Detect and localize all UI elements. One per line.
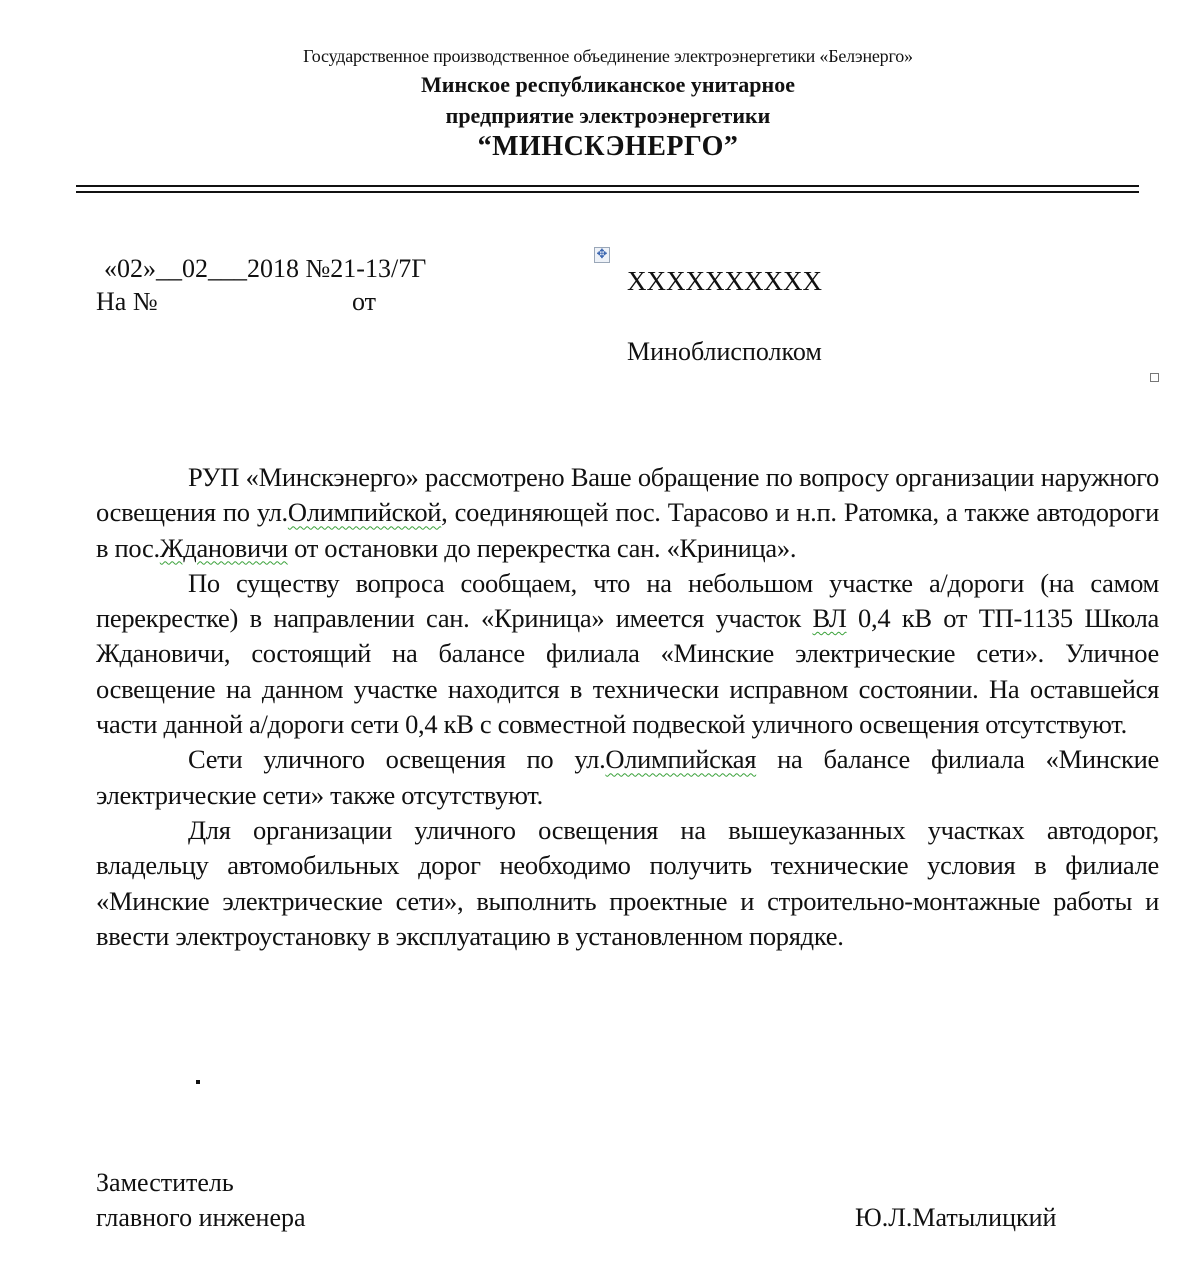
grammar-flag: Олимпийской — [287, 497, 442, 528]
letter-body — [96, 460, 1159, 954]
paragraph-4: Для организации уличного освещения на вышеуказанных участках автодорог, владельцу автомобильных дорог необходимо получить технические условия в филиале «Минские электрические сети», выполнить проектные и строительно-монтажные работы и ввести электроустановку в эксплуатацию в установленном порядке. — [96, 814, 1159, 951]
paragraph-1: РУП «Минскэнерго» рассмотрено Ваше обращение по вопросу организации наружного освещения по ул.Олимпийской, соединяющей пос. Тарасово и н.п. Ратомка, а также автодороги в пос.Ждановичи от остановки до перекрестка сан. «Криница». — [96, 462, 1160, 563]
signatory-position-line-2: главного инженера — [96, 1203, 306, 1232]
organization-name: “МИНСКЭНЕРГО” — [477, 131, 739, 162]
signatory-name: Ю.Л.Матылицкий — [855, 1203, 1057, 1232]
organization-line-2: предприятие электроэнергетики — [445, 103, 771, 128]
grammar-flag: Олимпийская — [605, 744, 757, 775]
move-handle-icon[interactable]: ✥ — [594, 247, 610, 263]
reply-from-label: от — [352, 287, 377, 316]
reply-to-label: На № — [96, 287, 158, 316]
grammar-flag: ВЛ — [812, 603, 847, 634]
recipient-organization: Миноблисполком — [627, 337, 822, 366]
organization-line-1: Минское республиканское унитарное — [421, 72, 795, 97]
signatory-position-line-1: Заместитель — [96, 1168, 234, 1197]
stray-period — [196, 1080, 200, 1084]
parent-organization: Государственное производственное объединение электроэнергетики «Белэнерго» — [303, 46, 913, 66]
resize-handle-icon[interactable] — [1150, 373, 1159, 382]
date-and-number: «02»__02___2018 №21-13/7Г — [104, 254, 427, 283]
recipient-name: XXXXXXXXXX — [627, 266, 822, 296]
paragraph-3: Сети уличного освещения по ул.Олимпийская на балансе филиала «Минские электрические сети» также отсутствуют. — [96, 744, 1159, 810]
paragraph-2: По существу вопроса сообщаем, что на небольшом участке а/дороги (на самом перекрестке) в направлении сан. «Криница» имеется участок ВЛ 0,4 кВ от ТП-1135 Школа Ждановичи, состоящий на балансе филиала «Минские электрические сети». Уличное освещение на данном участке находится в технически исправном состоянии. На оставшейся части данной а/дороги сети 0,4 кВ с совместной подвеской уличного освещения отсутствуют. — [96, 567, 1159, 740]
grammar-flag: Ждановичи — [159, 532, 288, 563]
header-rule-bottom — [76, 191, 1139, 193]
header-rule-top — [76, 185, 1139, 187]
